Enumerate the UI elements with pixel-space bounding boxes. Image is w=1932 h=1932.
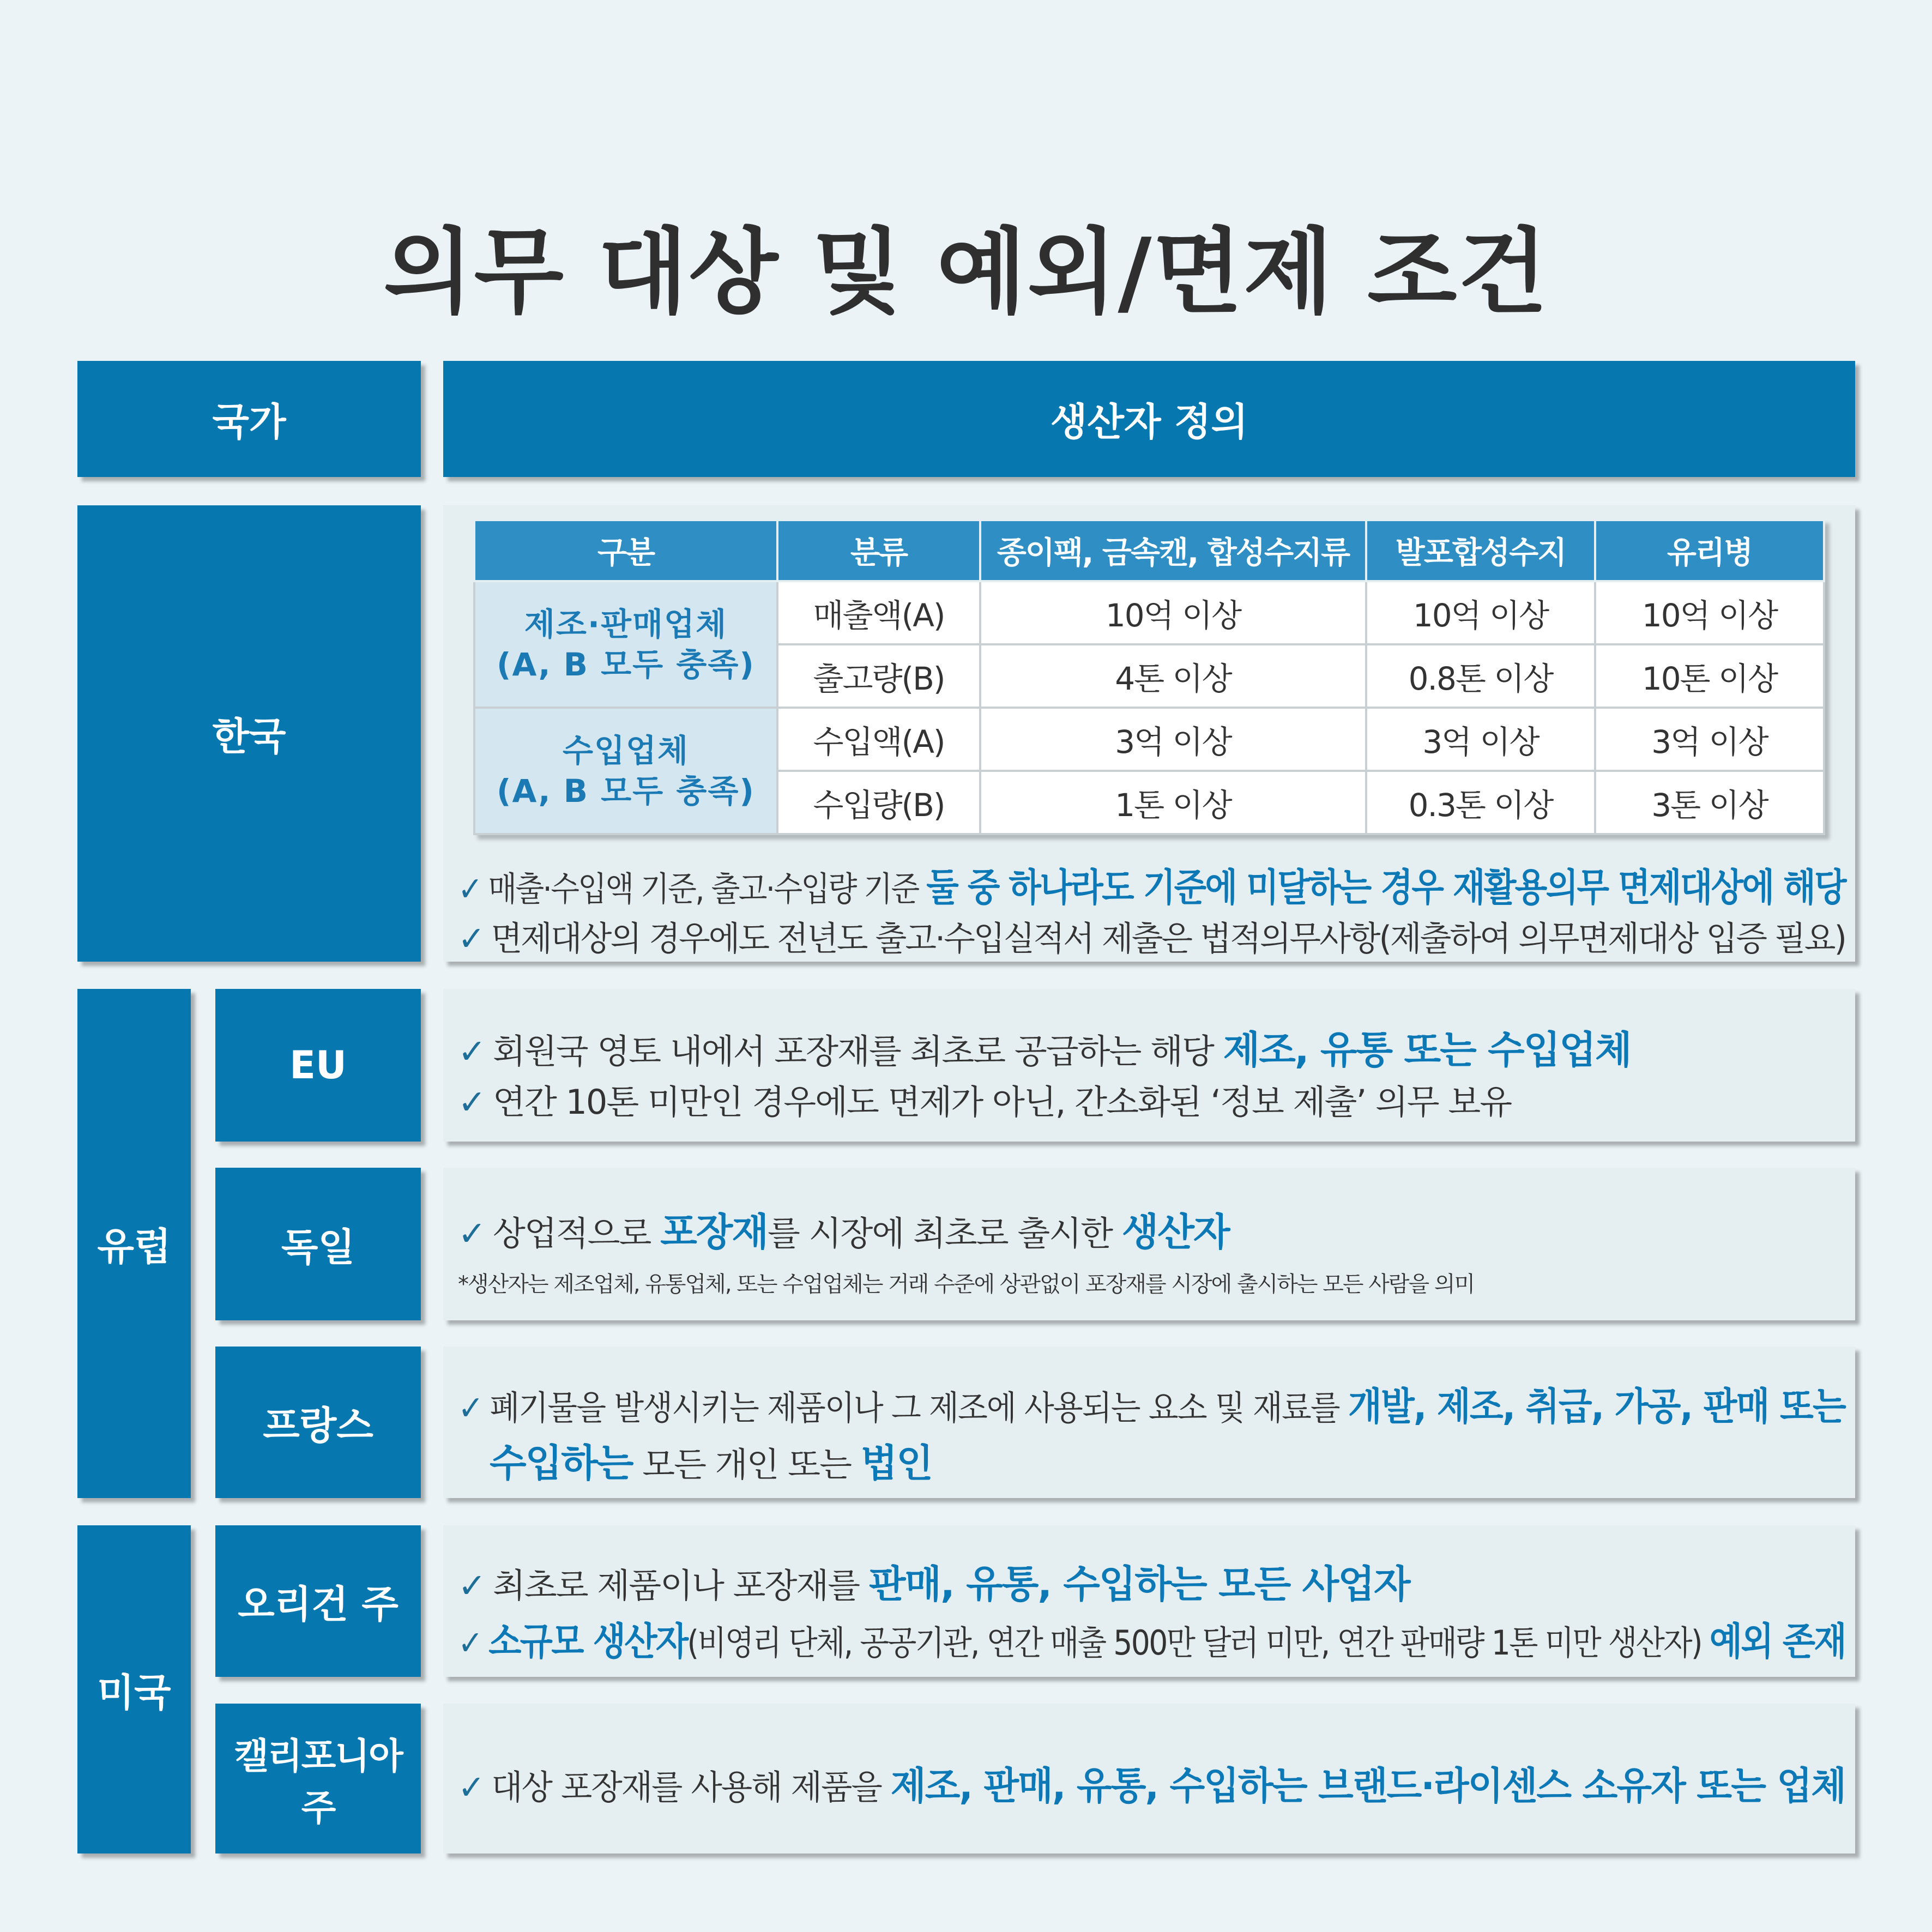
table-header: 유리병	[1595, 520, 1824, 581]
check-icon: ✓	[458, 869, 482, 909]
region-usa: 미국	[77, 1525, 191, 1853]
table-header: 발포합성수지	[1366, 520, 1595, 581]
table-cell: 3억 이상	[980, 708, 1366, 771]
korea-note-2: ✓ 면제대상의 경우에도 전년도 출고·수입실적서 제출은 법적의무사항(제출하여 의무면제대상 입증 필요)	[458, 919, 1845, 958]
page-title: 의무 대상 및 예외/면제 조건	[383, 219, 1549, 327]
check-icon: ✓	[458, 1082, 485, 1122]
country-france: 프랑스	[215, 1347, 421, 1498]
group-condition: (A, B 모두 충족)	[497, 646, 755, 683]
check-icon: ✓	[458, 1566, 485, 1605]
table-cell: 매출액(A)	[777, 581, 980, 644]
france-line-1: ✓ 폐기물을 발생시키는 제품이나 그 제조에 사용되는 요소 및 재료를 개발, 제조, 취급, 가공, 판매 또는	[458, 1384, 1845, 1429]
check-icon: ✓	[458, 1388, 483, 1428]
country-korea: 한국	[77, 505, 421, 962]
table-cell: 10억 이상	[980, 581, 1366, 644]
table-header-row	[474, 520, 1824, 581]
eu-line-2: ✓ 연간 10톤 미만인 경우에도 면제가 아닌, 간소화된 ‘정보 제출’ 의무 보유	[458, 1082, 1512, 1122]
table-header: 구분	[474, 520, 777, 581]
table-cell: 3억 이상	[1366, 708, 1595, 771]
table-cell: 10억 이상	[1366, 581, 1595, 644]
header-definition: 생산자 정의	[443, 361, 1855, 477]
country-eu: EU	[215, 989, 421, 1142]
region-europe: 유럽	[77, 989, 191, 1498]
header-country: 국가	[77, 361, 421, 477]
eu-line-1: ✓ 회원국 영토 내에서 포장재를 최초로 공급하는 해당 제조, 유통 또는 수입업체	[458, 1028, 1631, 1072]
check-icon: ✓	[458, 1031, 485, 1071]
check-icon: ✓	[458, 1767, 484, 1807]
table-cell: 0.8톤 이상	[1366, 644, 1595, 708]
table-cell: 10억 이상	[1595, 581, 1824, 644]
state-california: 캘리포니아 주	[215, 1704, 421, 1853]
germany-footnote: *생산자는 제조업체, 유통업체, 또는 수업업체는 거래 수준에 상관없이 포장재를 시장에 출시하는 모든 사람을 의미	[458, 1272, 1475, 1297]
table-cell: 1톤 이상	[980, 771, 1366, 834]
country-germany: 독일	[215, 1168, 421, 1320]
group-name: 제조·판매업체	[524, 606, 728, 643]
group-name: 수입업체	[562, 732, 690, 769]
group-cell-manufacturer	[474, 581, 777, 708]
table-cell: 3억 이상	[1595, 708, 1824, 771]
oregon-line-1: ✓ 최초로 제품이나 포장재를 판매, 유통, 수입하는 모든 사업자	[458, 1562, 1410, 1607]
group-condition: (A, B 모두 충족)	[497, 772, 755, 810]
germany-line-1: ✓ 상업적으로 포장재를 시장에 최초로 출시한 생산자	[458, 1210, 1229, 1254]
korea-note-1: ✓ 매출·수입액 기준, 출고·수입량 기준 둘 중 하나라도 기준에 미달하는 경우 재활용의무 면제대상에 해당	[458, 865, 1845, 910]
check-icon: ✓	[458, 1213, 485, 1253]
group-cell-importer	[474, 708, 777, 834]
california-line-1: ✓ 대상 포장재를 사용해 제품을 제조, 판매, 유통, 수입하는 브랜드·라이센스 소유자 또는 업체	[458, 1764, 1845, 1808]
table-header: 종이팩, 금속캔, 합성수지류	[980, 520, 1366, 581]
table-row	[474, 581, 1824, 644]
table-header: 분류	[777, 520, 980, 581]
table-row	[474, 708, 1824, 771]
korea-threshold-table	[473, 519, 1825, 835]
table-cell: 수입량(B)	[777, 771, 980, 834]
table-cell: 4톤 이상	[980, 644, 1366, 708]
table-cell: 수입액(A)	[777, 708, 980, 771]
france-line-2: 수입하는 모든 개인 또는 법인	[490, 1441, 932, 1486]
check-icon: ✓	[458, 919, 484, 958]
table-cell: 10톤 이상	[1595, 644, 1824, 708]
check-icon: ✓	[458, 1623, 482, 1663]
state-oregon: 오리건 주	[215, 1525, 421, 1677]
table-cell: 3톤 이상	[1595, 771, 1824, 834]
oregon-line-2: ✓ 소규모 생산자(비영리 단체, 공공기관, 연간 매출 500만 달러 미만, 연간 판매량 1톤 미만 생산자) 예외 존재	[458, 1619, 1845, 1664]
table-cell: 출고량(B)	[777, 644, 980, 708]
table-cell: 0.3톤 이상	[1366, 771, 1595, 834]
